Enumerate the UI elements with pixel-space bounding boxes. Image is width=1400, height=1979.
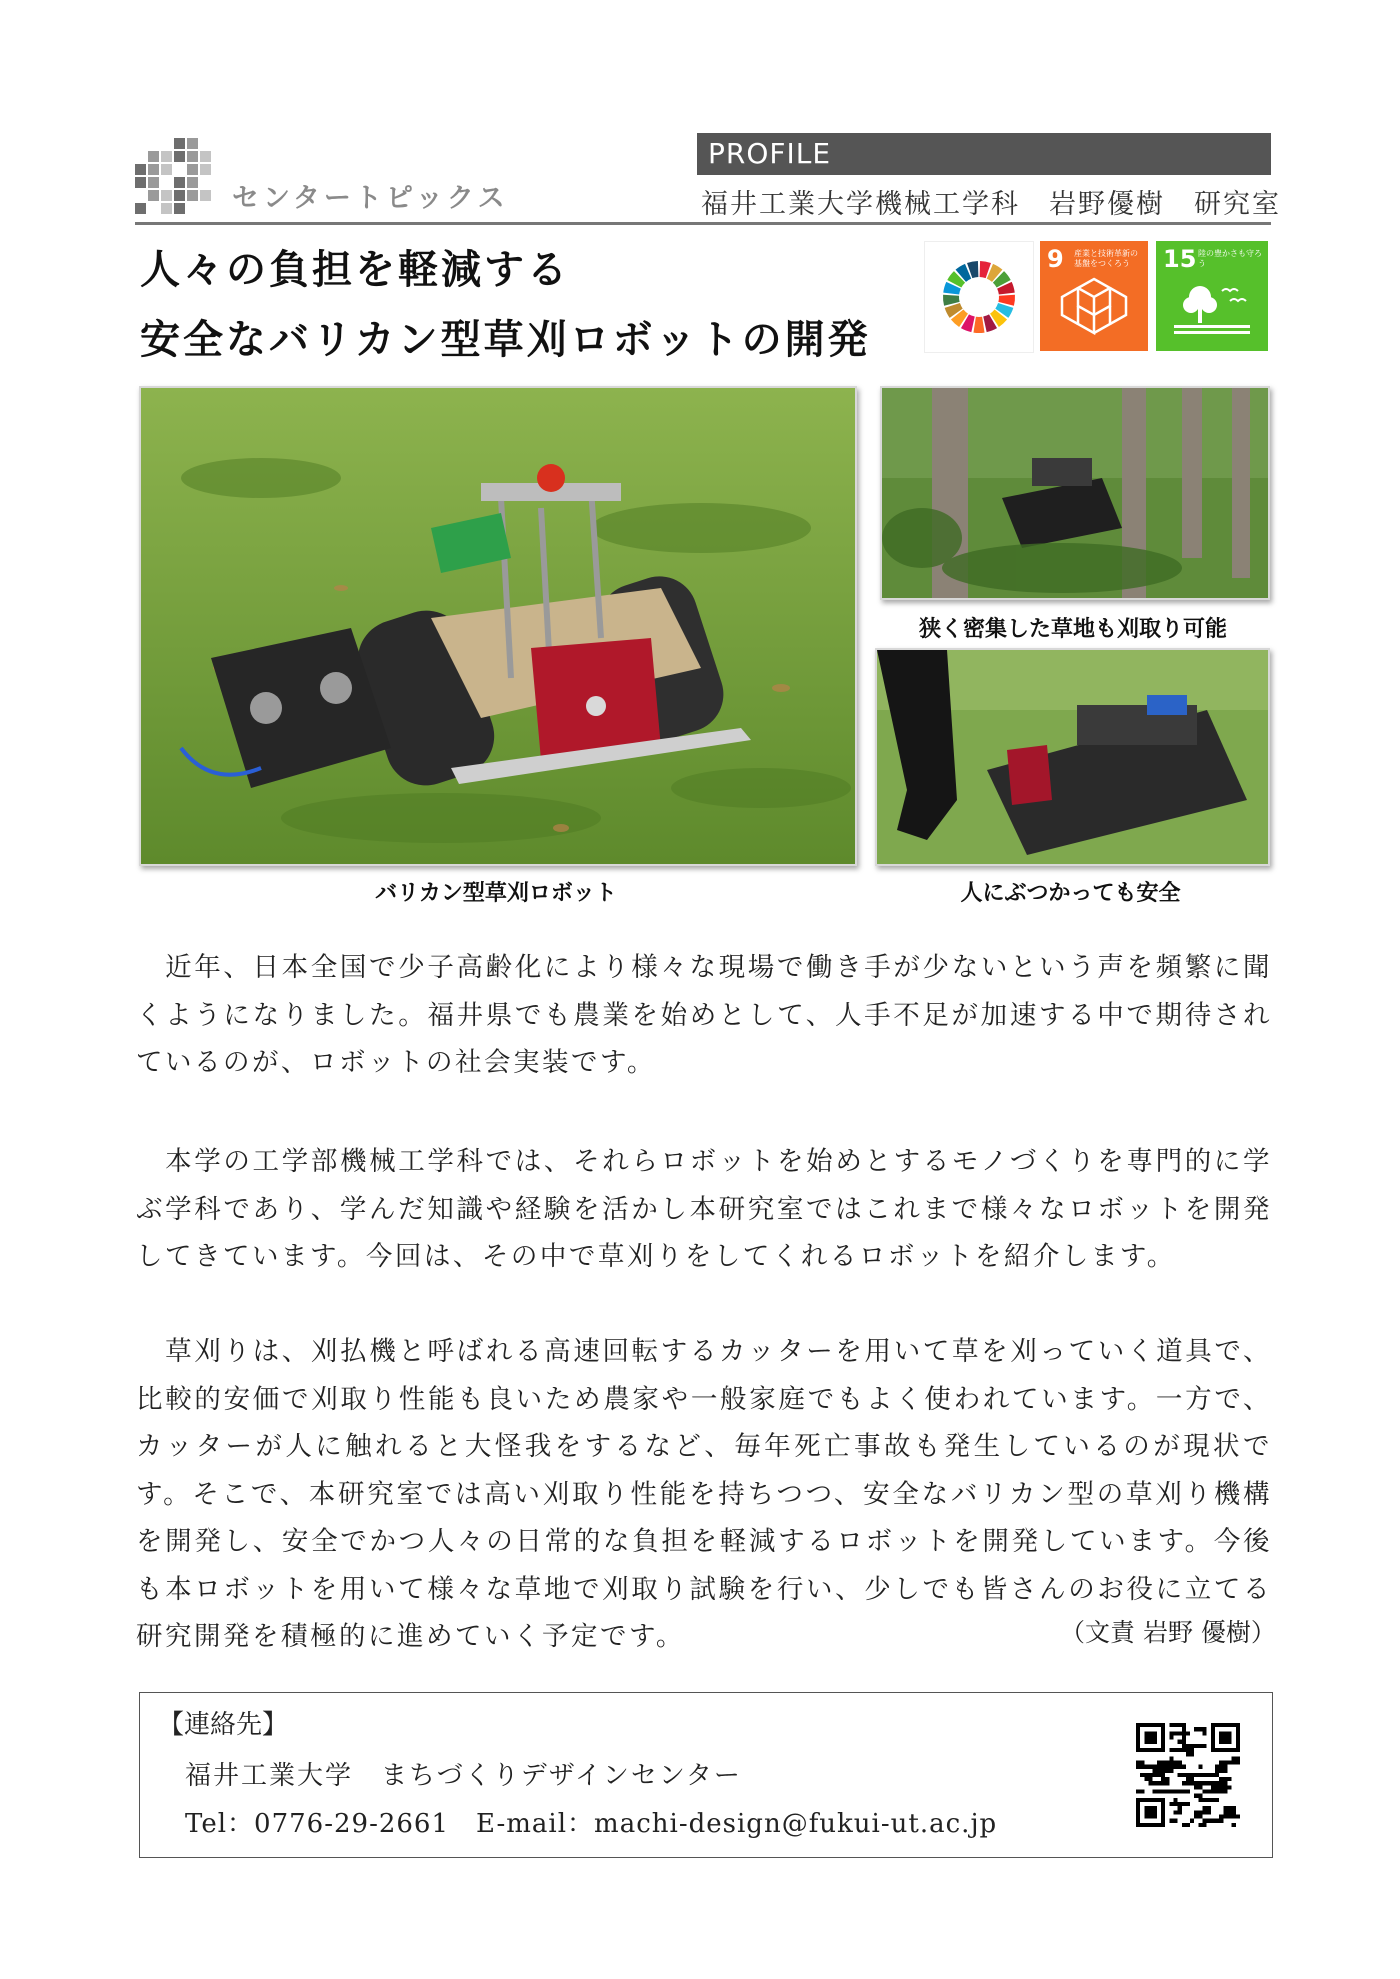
body-paragraph-1: 近年、日本全国で少子高齢化により様々な現場で働き手が少ないという声を頻繁に聞くようになりました。福井県でも農業を始めとして、人手不足が加速する中で期待されているのが、ロボットの社会実装です。 bbox=[136, 952, 1273, 1078]
photo-dense-grass bbox=[880, 386, 1270, 600]
photo-person-safety bbox=[875, 648, 1270, 866]
qr-code-icon[interactable] bbox=[1136, 1723, 1240, 1827]
title-line-1: 人々の負担を軽減する bbox=[140, 247, 570, 293]
center-topics-logo bbox=[135, 138, 211, 214]
author-byline: （文責 岩野 優樹） bbox=[1060, 1618, 1276, 1647]
sdg-goal-15-number: 15 bbox=[1163, 245, 1197, 273]
sdg-wheel-icon bbox=[924, 241, 1034, 353]
sdg-goal-15-text: 陸の豊かさも守ろう bbox=[1198, 249, 1262, 268]
contact-phone-email: Tel：0776-29-2661 E-mail：machi-design@fukui-ut.ac.jp bbox=[185, 1809, 998, 1839]
title-line-2: 安全なバリカン型草刈ロボットの開発 bbox=[140, 317, 871, 363]
sdg-goal-9-number: 9 bbox=[1047, 245, 1064, 273]
profile-label: PROFILE bbox=[708, 137, 832, 170]
section-label: センタートピックス bbox=[232, 183, 509, 214]
contact-organization: 福井工業大学 まちづくりデザインセンター bbox=[185, 1761, 742, 1791]
sdg-goal-9-icon bbox=[1040, 241, 1148, 351]
body-paragraph-3: 草刈りは、刈払機と呼ばれる高速回転するカッターを用いて草を刈っていく道具で、比較的安価で刈取り性能も良いため農家や一般家庭でもよく使われています。一方で、カッターが人に触れると大怪我をするなど、毎年死亡事故も発生しているのが現状です。そこで、本研究室では高い刈取り性能を持ちつつ、安全なバリカン型の草刈り機構を開発し、安全でかつ人々の日常的な負担を軽減するロボットを開発しています。今後も本ロボットを用いて様々な草地で刈取り試験を行い、少しでも皆さんのお役に立てる研究開発を積極的に進めていく予定です。 bbox=[136, 1336, 1272, 1652]
profile-lab-name: 福井工業大学機械工学科 岩野優樹 研究室 bbox=[701, 189, 1281, 220]
caption-person-safety: 人にぶつかっても安全 bbox=[960, 881, 1181, 906]
contact-heading: 【連絡先】 bbox=[158, 1710, 289, 1740]
header-divider bbox=[135, 222, 1271, 225]
caption-dense-grass: 狭く密集した草地も刈取り可能 bbox=[918, 617, 1227, 642]
caption-clipper-robot: バリカン型草刈ロボット bbox=[375, 881, 617, 906]
sdg-goal-9-text: 産業と技術革新の基盤をつくろう bbox=[1074, 249, 1138, 268]
body-paragraph-2: 本学の工学部機械工学科では、それらロボットを始めとするモノづくりを専門的に学ぶ学科であり、学んだ知識や経験を活かし本研究室ではこれまで様々なロボットを開発してきています。今回は、その中で草刈りをしてくれるロボットを紹介します。 bbox=[136, 1146, 1272, 1272]
sdg-goal-15-icon bbox=[1156, 241, 1268, 351]
photo-clipper-robot bbox=[139, 386, 857, 866]
